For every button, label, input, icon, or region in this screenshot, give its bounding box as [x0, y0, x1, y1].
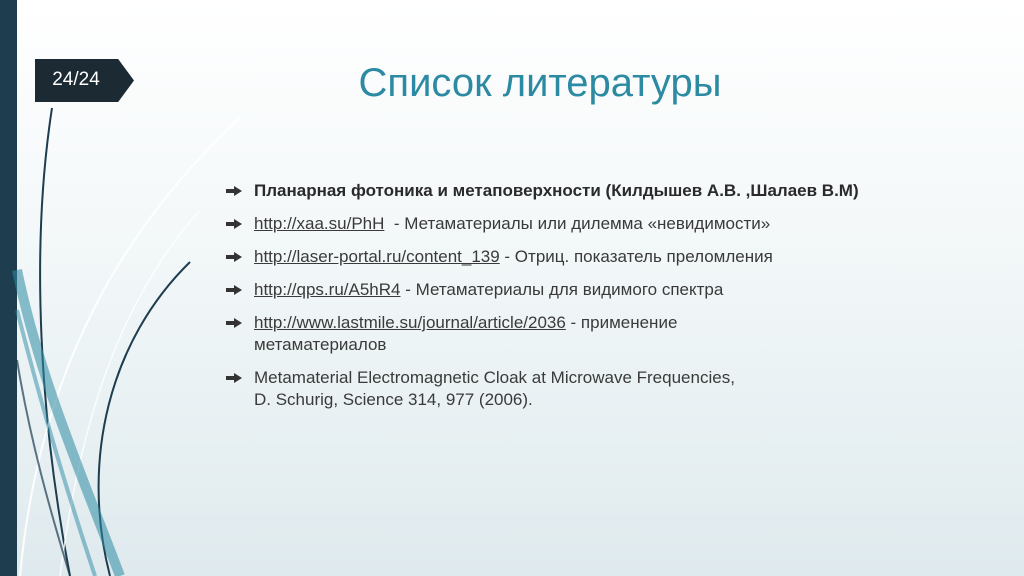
- list-item: [226, 312, 986, 356]
- item-text: Metamaterial Electromagnetic Cloak at Microwave Frequencies,: [254, 368, 735, 387]
- list-item: [226, 279, 986, 301]
- arrow-bullet-icon: [226, 252, 242, 262]
- item-text-line2: метаматериалов: [254, 335, 387, 354]
- item-text: - Отриц. показатель преломления: [499, 247, 773, 266]
- item-text: - Метаматериалы или дилемма «невидимости»: [384, 214, 771, 233]
- item-text: - Метаматериалы для видимого спектра: [400, 280, 724, 299]
- arrow-bullet-icon: [226, 219, 242, 229]
- reference-link[interactable]: http://qps.ru/A5hR4: [254, 280, 401, 299]
- bibliography-list: [226, 180, 986, 422]
- list-item: [226, 180, 986, 202]
- arrow-bullet-icon: [226, 285, 242, 295]
- reference-link[interactable]: http://laser-portal.ru/content_139: [254, 247, 500, 266]
- item-text: - применение: [565, 313, 678, 332]
- list-item: [226, 246, 986, 268]
- reference-link[interactable]: http://xaa.su/PhH: [254, 214, 385, 233]
- arrow-bullet-icon: [226, 186, 242, 196]
- page-number: 24/24: [52, 69, 100, 90]
- reference-link[interactable]: http://www.lastmile.su/journal/article/2036: [254, 313, 566, 332]
- slide-title: Список литературы: [358, 61, 722, 105]
- item-text: Планарная фотоника и метаповерхности (Килдышев А.В. ,Шалаев В.М): [254, 181, 859, 200]
- item-text-line2: D. Schurig, Science 314, 977 (2006).: [254, 390, 533, 409]
- arrow-bullet-icon: [226, 318, 242, 328]
- arrow-bullet-icon: [226, 373, 242, 383]
- list-item: [226, 213, 986, 235]
- list-item: [226, 367, 986, 411]
